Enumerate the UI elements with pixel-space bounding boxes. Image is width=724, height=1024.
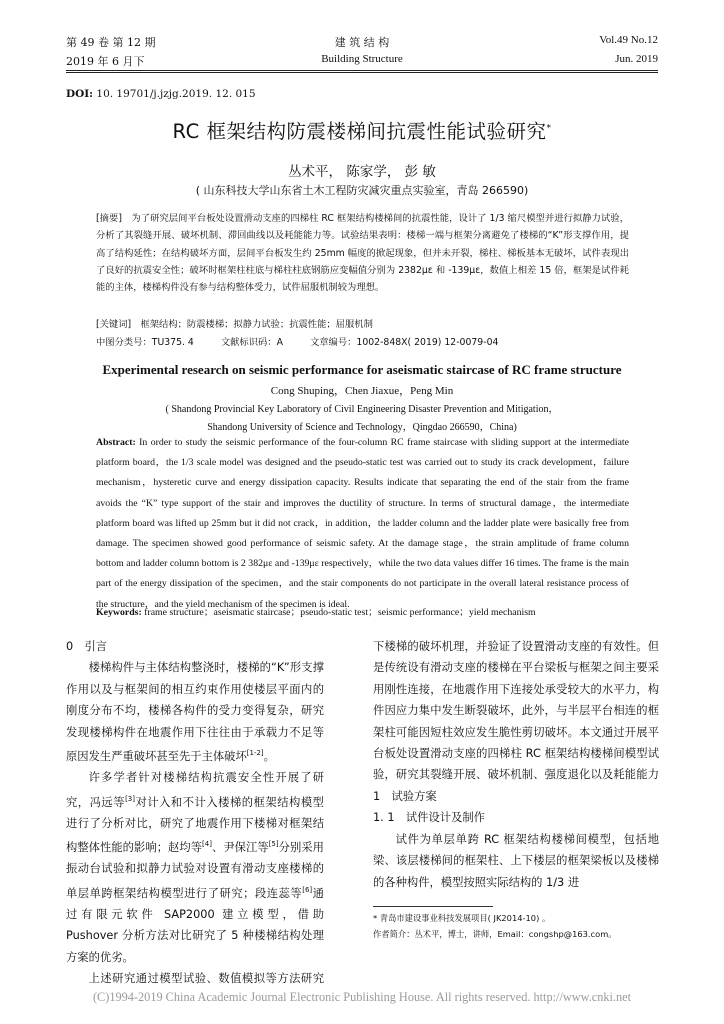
footnote-fund: * 青岛市建设事业科技发展项目( JK2014-10) 。 xyxy=(373,913,551,923)
keywords-en-label: Keywords: xyxy=(96,607,142,618)
volume-en: Vol.49 No.12 xyxy=(599,34,658,46)
keywords-en-text: frame structure；aseismatic staircase；pseudo-static test；seismic performance；yield mechanism xyxy=(141,607,536,618)
affiliation-en-line2: Shandong University of Science and Technology，Qingdao 266590，China) xyxy=(207,422,517,433)
clc-number: 中图分类号：TU375. 4 xyxy=(96,337,194,348)
intro-paragraph-1 xyxy=(66,657,324,767)
citation-1-2[interactable]: [1-2] xyxy=(246,749,264,758)
footnote-author: 作者简介：丛术平，博士，讲师，Email：congshp@163.com。 xyxy=(373,929,617,939)
citation-6[interactable]: [6] xyxy=(302,885,313,894)
journal-name-cn: 建 筑 结 构 xyxy=(334,36,390,49)
intro-p2-b: 对计入和不计入楼梯的框架结构模型进行了分析对比，研究了地震作用下楼梯对框架结构整体性能的影响；赵均等 xyxy=(66,795,324,854)
footnote-rule xyxy=(373,906,493,907)
date-cn: 2019 年 6 月下 xyxy=(66,55,145,68)
intro-paragraph-3-cont xyxy=(373,636,659,786)
intro-p2-c: 、尹保江等 xyxy=(211,840,269,854)
citation-5[interactable]: [5] xyxy=(268,840,279,849)
intro-p2-a: 许多学者针对楼梯结构抗震安全性开展了研究，冯远等 xyxy=(66,771,324,809)
intro-p3-text-right: 下楼梯的破坏机理，并验证了设置滑动支座的有效性。但是传统设有滑动支座的楼梯在平台梁板与框架之间主要采用刚性连接，在地震作用下连接处承受较大的水平力，构件因应力集中发生断裂破坏，此外，与半层平台相连的框架柱可能因短柱效应发生脆性剪切破坏。本文通过开展平台板处设置滑动支座的四梯柱 RC 框架结构楼梯间模型试验，研究其裂缝开展、破坏机制、强度退化以及耗能能力 xyxy=(373,640,659,782)
citation-4[interactable]: [4] xyxy=(202,840,212,849)
intro-p3-continued xyxy=(373,636,659,786)
volume-cn: 第 49 卷 第 12 期 xyxy=(66,36,156,49)
abstract-cn: [摘要] 为了研究层间平台板处设置滑动支座的四梯柱 RC 框架结构楼梯间的抗震性能，设计了 1/3 缩尺模型并进行拟静力试验，分析了其裂缝开展、破坏机制、滞回曲线以及耗能能力等。试验结果表明：楼梯一端与框架分离避免了楼梯的“K”形支撑作用，提高了结构延性；在结构破坏方面，层间平台板发生约 25mm 幅度的掀起现象，但并未开裂，梯柱、梯板基本无破坏，试件表现出了良好的抗震安全性；破坏时框架柱柱底与梯柱柱底钢筋应变幅值分别为 2382με 和 -139με，数值上相差 15 倍，框架是试件耗能的主体，楼梯构件没有参与结构整体受力，试件屈服机制较为理想。 xyxy=(96,213,629,294)
intro-p1-end: 。 xyxy=(263,749,275,763)
affiliation-en-line1: ( Shandong Provincial Key Laboratory of Civil Engineering Disaster Prevention and Mitigation， xyxy=(165,404,559,415)
intro-p3-text-left: 上述研究通过模型试验、数值模拟等方法研究 xyxy=(88,972,324,986)
intro-p1-text: 楼梯构件与主体结构整浇时，楼梯的“K”形支撑作用以及与框架间的相互约束作用使楼层平面内的刚度分布不均，楼梯各构件的受力变得复杂，研究发现楼梯构件在地震作用下往往由于承载力不足等原因发生严重破坏甚至先于主体破坏 xyxy=(66,661,324,763)
title-cn-text: RC 框架结构防震楼梯间抗震性能试验研究 xyxy=(172,120,547,143)
affiliation-cn: ( 山东科技大学山东省土木工程防灾减灾重点实验室，青岛 266590) xyxy=(195,184,529,197)
section-1-heading: 1 试验方案 xyxy=(373,790,437,803)
header-rule-thin xyxy=(66,72,658,73)
affiliation-en xyxy=(66,401,658,437)
intro-p2-e: 通过有限元软件 SAP2000 建立模型，借助 Pushover 分析方法对比研究了 5 种楼梯结构处理方案的优劣。 xyxy=(66,886,324,964)
copyright-watermark: (C)1994-2019 China Academic Journal Electronic Publishing House. All rights reserved. http://www.cnki.net xyxy=(92,990,632,1004)
article-number: 文章编号：1002-848X( 2019) 12-0079-04 xyxy=(309,337,499,348)
body-column-left xyxy=(66,636,324,990)
doi-label: DOI: xyxy=(66,88,94,100)
journal-name-en: Building Structure xyxy=(321,53,403,65)
keywords-cn: [关键词] 框架结构；防震楼梯；拟静力试验；抗震性能；屈服机制 xyxy=(96,319,373,330)
title-fund-mark: * xyxy=(546,123,552,134)
abstract-en-text: In order to study the seismic performance of the four-column RC frame staircase with sliding support at the intermediate platform board，the 1/3 scale model was designed and the pseudo-static test was carried out to study its crack development，failure mechanism，hysteretic curve and energy dissipation capacity. Results indicate that separating the end of the stair from the frame avoids the “K” type support of the stair and improves the ductility of structure. In terms of structural damage，the intermediate platform board was lifted up 25mm but it did not crack，in addition，the ladder column and the ladder plate were basically free from damage. The specimen showed good performance of seismic safety. At the damage stage，the strain amplitude of frame column bottom and ladder column bottom is 2 382με and -139με respectively，while the two data values differ 16 times. The frame is the main part of the energy dissipation of the specimen，and the stair components do not participate in the overall lateral resistance process of the structure，and the yield mechanism of the specimen is ideal. xyxy=(96,437,629,610)
citation-3[interactable]: [3] xyxy=(125,794,135,803)
authors-en: Cong Shuping，Chen Jiaxue，Peng Min xyxy=(270,385,454,397)
section-1-1-heading: 1. 1 试件设计及制作 xyxy=(373,811,485,825)
intro-paragraph-3-start xyxy=(66,968,324,989)
header-rule xyxy=(66,70,658,71)
abstract-en-label: Abstract: xyxy=(96,437,136,448)
abstract-en xyxy=(96,433,629,615)
document-code: 文献标识码：A xyxy=(220,337,283,348)
keywords-en xyxy=(96,604,629,622)
date-en: Jun. 2019 xyxy=(615,53,658,65)
section-0-heading: 0 引言 xyxy=(66,640,108,653)
intro-paragraph-2 xyxy=(66,767,324,968)
authors-cn: 丛术平， 陈家学， 彭 敏 xyxy=(288,164,436,180)
classification-line xyxy=(96,334,629,351)
doi-value[interactable]: 10. 19701/j.jzjg.2019. 12. 015 xyxy=(96,88,256,100)
paper-title-en: Experimental research on seismic performance for aseismatic staircase of RC frame structure xyxy=(102,362,622,377)
paper-title-cn xyxy=(66,116,658,144)
intro-p2-d: 分别采用振动台试验和拟静力试验对设置有滑动支座楼梯的单层单跨框架结构模型进行了研究；段连蕊等 xyxy=(66,840,324,900)
section-1-paragraph-1: 试件为单层单跨 RC 框架结构楼梯间模型，包括地梁、该层楼梯间的框架柱、上下楼层的框架梁板以及楼梯的各种构件，模型按照实际结构的 1/3 进 xyxy=(373,832,659,889)
body-column-right xyxy=(373,636,659,893)
doi-line xyxy=(66,88,256,100)
